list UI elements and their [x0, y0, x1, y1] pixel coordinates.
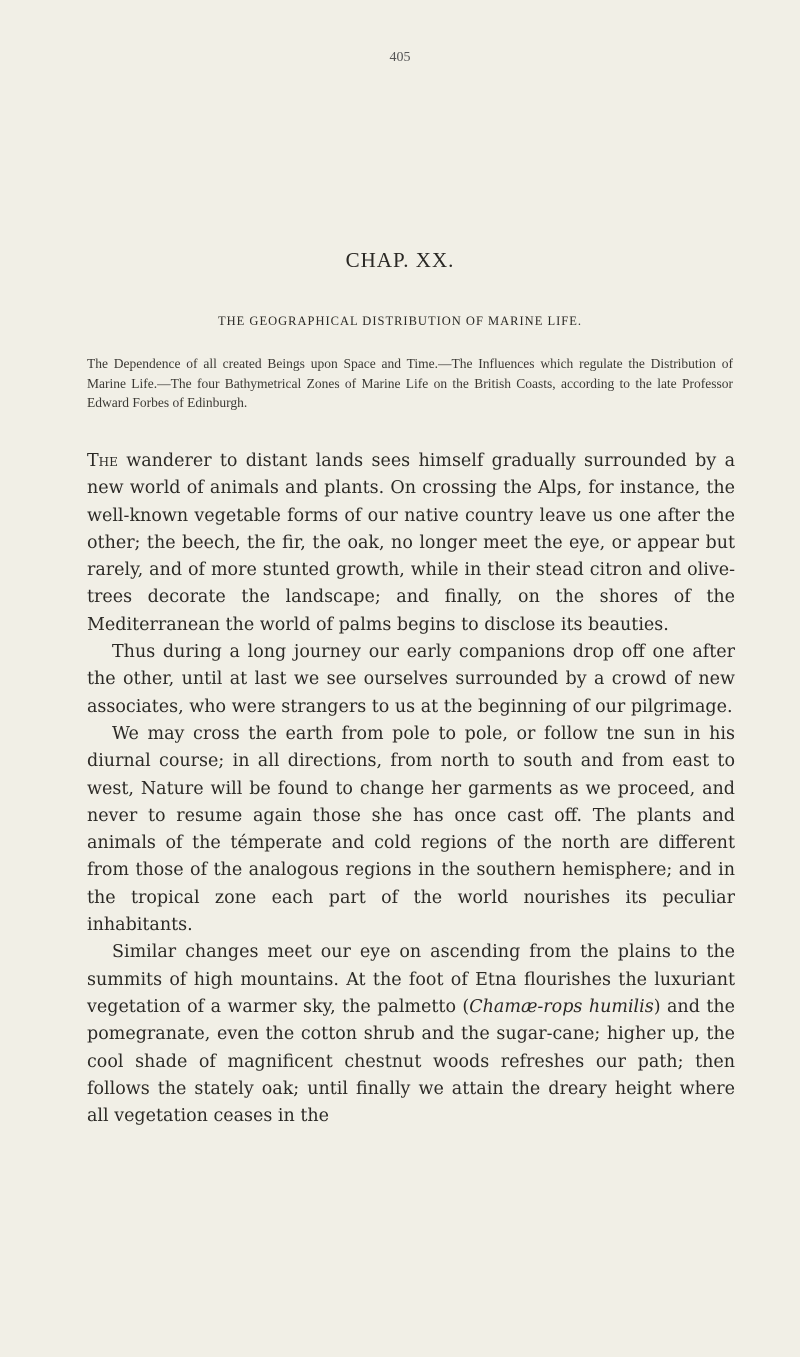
paragraph-4-text-after: ) and the pomegranate, even the cotton shrub and the sugar-cane; higher up, the cool shade of magnificent chestnut woods refreshes our path; then follows the stately oak; until finally we attain the dreary height where all vegetation ceases in the	[87, 996, 735, 1127]
paragraph-3: We may cross the earth from pole to pole, or follow tne sun in his diurnal course; in all directions, from north to south and from east to west, Nature will be found to change her garments as we proceed, and never to resume again those she has once cast off. The plants and animals of the témperate and cold regions of the north are different from those of the analogous regions in the southern hemisphere; and in the tropical zone each part of the world nourishes its peculiar inhabitants.	[87, 723, 735, 936]
body-text	[87, 448, 735, 1130]
paragraph-4-text-before: Similar changes meet our eye on ascending from the plains to the summits of high mountains. At the foot of Etna flourishes the luxuriant vegetation of a warmer sky, the palmetto (	[87, 942, 735, 1017]
paragraph-1-text: wanderer to distant lands sees himself gradually surrounded by a new world of animals and plants. On crossing the Alps, for instance, the well-known vegetable forms of our native country leave us one after the other; the beech, the fir, the oak, no longer meet the eye, or appear but rarely, and of more stunted growth, while in their stead citron and olive-trees decorate the landscape; and finally, on the shores of the Mediterranean the world of palms begins to disclose its beauties.	[87, 451, 735, 635]
page-number: 405	[389, 50, 411, 65]
chapter-heading: CHAP. XX.	[345, 248, 455, 272]
chapter-summary: The Dependence of all created Beings upon Space and Time.—The Influences which regulate the Distribution of Marine Life.—The four Bathymetrical Zones of Marine Life on the British Coasts, according to the late Professor Edward Forbes of Edinburgh.	[87, 356, 733, 410]
section-title: THE GEOGRAPHICAL DISTRIBUTION OF MARINE LIFE.	[218, 314, 582, 328]
species-name: Chamæ-rops humilis	[469, 996, 654, 1017]
paragraph-4	[87, 939, 735, 1130]
paragraph-1	[87, 448, 735, 639]
paragraph-lead-word: The	[87, 451, 118, 471]
paragraph-2: Thus during a long journey our early companions drop off one after the other, until at last we see ourselves surrounded by a crowd of new associates, who were strangers to us at the beginning of our pilgrimage.	[87, 642, 735, 717]
